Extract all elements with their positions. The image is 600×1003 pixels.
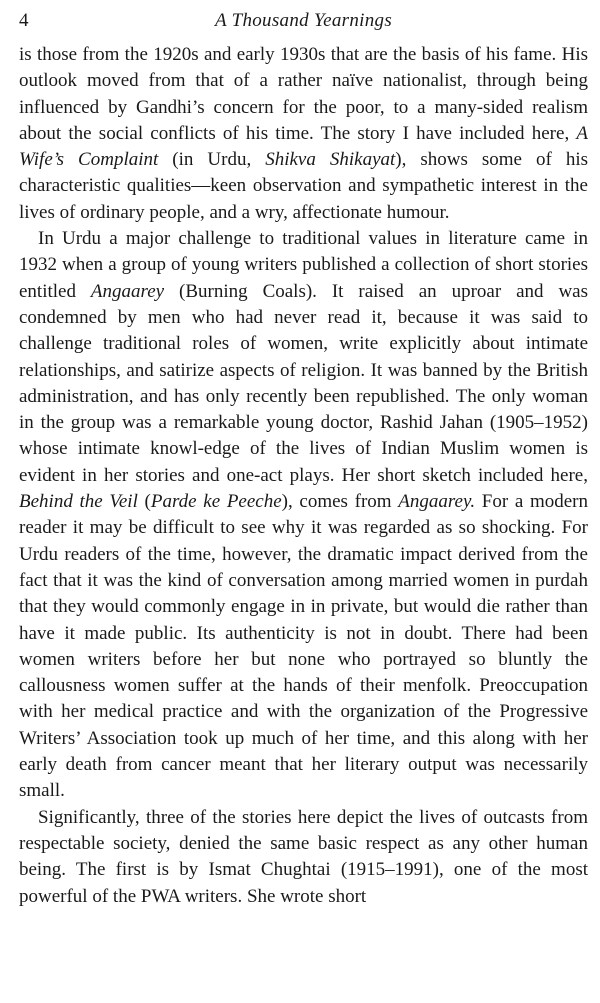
text-run: ( bbox=[137, 491, 151, 513]
text-run: For a modern reader it may be difficult to see why it was regarded as so shocking. For Urdu readers of the time, however, the dramatic impact derived from the fact that it was the kind of conversation among married women in purdah that they would commonly engage in in private, but would die rather than have it made public. Its authenticity is not in doubt. There had been women writers before her but none who portrayed so bluntly the callousness women suffer at the hands of their menfolk. Preoccupation with her medical practice and with the organization of the Progressive Writers’ Association took up much of her time, and this along with her early death from cancer meant that her literary output was necessarily small. bbox=[19, 491, 588, 802]
text-run: In Urdu a major challenge to traditional values in literature came in 1932 when a group of young writers published a collection of short stories entitled bbox=[19, 228, 588, 302]
italic-title-run: Angaarey bbox=[90, 280, 165, 302]
paragraph bbox=[19, 42, 588, 226]
text-run: (Burning Coals). It raised an uproar and was condemned by men who had never read it, because it was said to challenge traditional roles of women, write explicitly about intimate relationships, and satirize aspects of religion. It was banned by the British administration, and has only recently been republished. The only woman in the group was a remarkable young doctor, Rashid Jahan (1905–1952) whose intimate knowl-edge of the lives of Indian Muslim women is evident in her stories and one-act plays. Her short sketch included here, bbox=[19, 280, 589, 486]
body-text bbox=[19, 42, 588, 910]
text-run: is those from the 1920s and early 1930s that are the basis of his fame. His outlook moved from that of a rather naïve nationalist, through being influenced by Gandhi’s concern for the poor, to a many-sided realism about the social conflicts of his time. The story I have included here, bbox=[19, 44, 588, 144]
paragraph bbox=[19, 805, 588, 910]
text-run: ), comes from bbox=[281, 491, 399, 513]
text-run: Significantly, three of the stories here depict the lives of outcasts from respectable society, denied the same basic respect as any other human being. The first is by Ismat Chughtai (1915–1991), one of the most powerful of the PWA writers. She wrote short bbox=[19, 806, 588, 907]
running-head bbox=[19, 8, 588, 34]
italic-title-run: Shikva Shikayat bbox=[265, 149, 396, 171]
paragraph bbox=[19, 226, 588, 805]
italic-title-run: Angaarey. bbox=[398, 491, 476, 513]
italic-title-run: Behind the Veil bbox=[19, 491, 138, 513]
text-run: (in Urdu, bbox=[158, 149, 266, 171]
italic-title-run: A Wife’s Complaint bbox=[19, 122, 588, 171]
running-title: A Thousand Yearnings bbox=[214, 10, 393, 31]
page-number: 4 bbox=[19, 10, 29, 31]
text-run: ), shows some of his characteristic qualities—keen observation and sympathetic interest in the lives of ordinary people, and a wry, affectionate humour. bbox=[19, 149, 588, 223]
italic-title-run: Parde ke Peeche bbox=[150, 491, 282, 513]
